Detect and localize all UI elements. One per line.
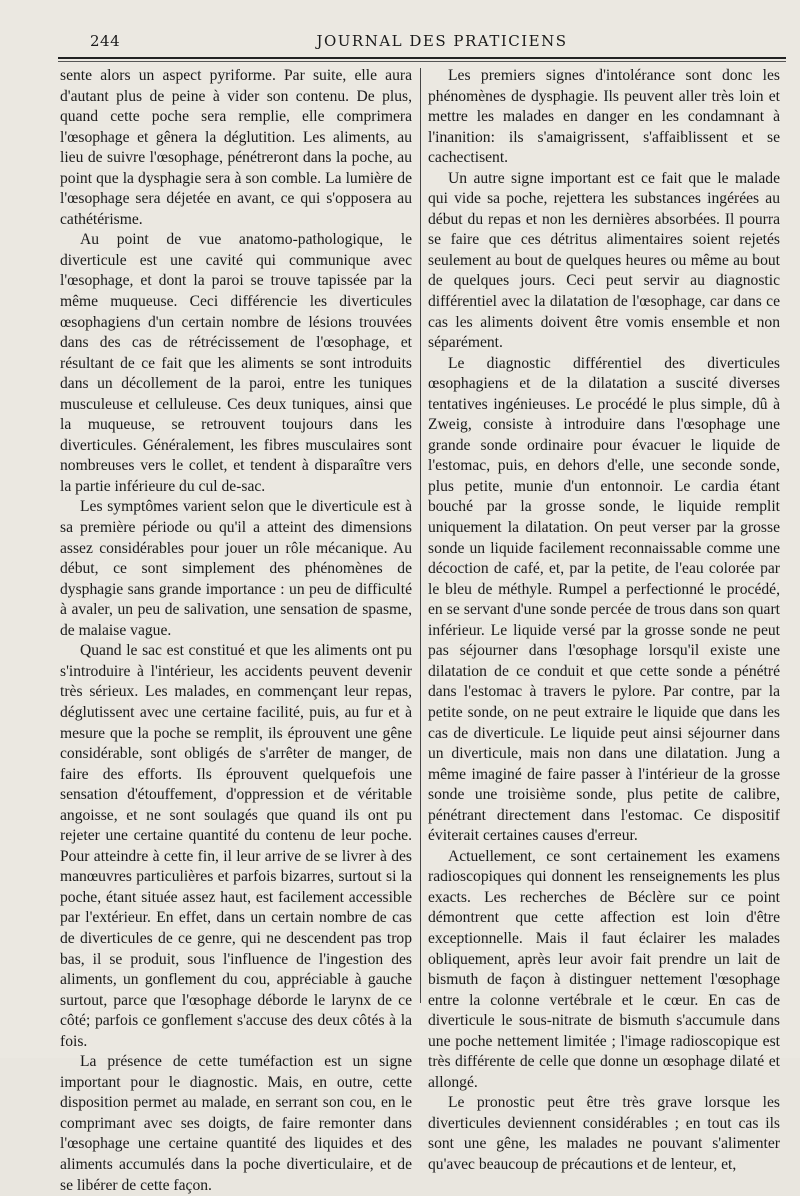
paragraph: sente alors un aspect pyriforme. Par suite, elle aura d'autant plus de peine à vider son contenu. De plus, quand cette poche sera remplie, elle comprimera l'œsophage et gênera la déglutition. Les aliments, au lieu de suivre l'œsophage, pénétreront dans la poche, au point que la dysphagie sera à son comble. La lumière de l'œsophage sera déjetée en avant, ce qui s'opposera au cathétérisme. [60, 67, 412, 228]
paragraph: Les premiers signes d'intolérance sont donc les phénomènes de dysphagie. Ils peuvent aller très loin et mettre les malades en danger en les condamnant à l'inanition: ils s'amaigrissent, s'affaiblissent et se cachectisent. [428, 67, 780, 167]
paragraph: Au point de vue anatomo-pathologique, le diverticule est une cavité qui communique avec l'œsophage, et dont la paroi se trouve tapissée par la même muqueuse. Ceci différencie les diverticules œsophagiens d'un certain nombre de lésions trouvées dans des cas de rétrécissement de l'œsophage, et résultant de ce fait que les aliments se sont introduits dans un décollement de la paroi, entre les tuniques musculeuse et celluleuse. Ces deux tuniques, ainsi que la muqueuse, se retrouvent toujours dans les diverticules. Généralement, les fibres musculaires sont nombreuses vers le collet, et tendent à disparaître vers la partie inférieure du cul de-sac. [60, 231, 412, 495]
header-rule [58, 57, 786, 62]
right-column [428, 66, 780, 1176]
page-number: 244 [90, 32, 121, 50]
paragraph: Les symptômes varient selon que le diverticule est à sa première période ou qu'il a atteint des dimensions assez considérables pour jouer un rôle mécanique. Au début, ce sont simplement des phénomènes de dysphagie sans grande importance : un peu de difficulté à avaler, un peu de salivation, une sensation de spasme, de malaise vague. [60, 498, 412, 639]
paragraph: Actuellement, ce sont certainement les examens radioscopiques qui donnent les renseignements les plus exacts. Les recherches de Béclère sur ce point démontrent que cette affection est loin d'être exceptionnelle. Mais il faut éclairer les malades obliquement, après leur avoir fait prendre un lait de bismuth de façon à distinguer nettement l'œsophage entre la colonne vertébrale et le cœur. En cas de diverticule le sous-nitrate de bismuth s'accumule dans une poche nettement limitée ; l'image radioscopique est très différente de celle que donne un œsophage dilaté et allongé. [428, 847, 780, 1091]
column-divider [420, 68, 421, 1003]
paragraph: Le pronostic peut être très grave lorsque les diverticules deviennent considérables ; en tout cas ils sont une gêne, les malades ne pouvant s'alimenter qu'avec beaucoup de précautions et de lenteur, et, [428, 1094, 780, 1173]
paragraph: Quand le sac est constitué et que les aliments ont pu s'introduire à l'intérieur, les accidents peuvent devenir très sérieux. Les malades, en commençant leur repas, déglutissent avec une certaine facilité, puis, au fur et à mesure que la poche se remplit, ils éprouvent une gêne considérable, sont obligés de s'arrêter de manger, de faire des efforts. Ils éprouvent quelquefois une sensation d'étouffement, d'oppression et de véritable angoisse, et ne sont soulagés que quand ils ont pu rejeter une certaine quantité du contenu de leur poche. Pour atteindre à cette fin, il leur arrive de se livrer à des manœuvres particulières et parfois bizarres, surtout si la poche, étant située assez haut, est facilement accessible par l'extérieur. En effet, dans un certain nombre de cas de diverticules de ce genre, qui ne descendent pas trop bas, il se produit, sous l'influence de l'ingestion des aliments, un gonflement du cou, appréciable à gauche surtout, parce que l'œsophage déborde le larynx de ce côté; parfois ce gonflement s'accuse des deux côtés à la fois. [60, 642, 412, 1050]
paragraph: Le diagnostic différentiel des diverticules œsophagiens et de la dilatation a suscité diverses tentatives ingénieuses. Le procédé le plus simple, dû à Zweig, consiste à introduire dans l'œsophage une grande sonde ordinaire pour évacuer le liquide de l'estomac, puis, en dehors d'elle, une seconde sonde, plus petite, munie d'un entonnoir. Le cardia étant bouché par la grosse sonde, le liquide remplit uniquement la dilatation. On peut verser par la grosse sonde un liquide facilement reconnaissable comme une décoction de café, et, par la petite, de l'eau colorée par le bleu de méthyle. Rumpel a perfectionné le procédé, en se servant d'une sonde percée de trous dans son quart inférieur. Le liquide versé par la grosse sonde ne peut pas séjourner dans l'œsophage lorsqu'il existe une dilatation de ce conduit et que cette sonde a pénétré dans l'estomac à travers le pylore. Par contre, par la petite sonde, on ne peut extraire le liquide que dans les cas de diverticule. Le liquide peut ainsi séjourner dans un diverticule, mais non dans une dilatation. Jung a même imaginé de faire passer à l'intérieur de la grosse sonde une troisième sonde, plus petite de calibre, pénétrant directement dans l'estomac. Ce dispositif éviterait certaines causes d'erreur. [428, 354, 780, 845]
paragraph: Un autre signe important est ce fait que le malade qui vide sa poche, rejettera les substances ingérées au début du repas et non les dernières absorbées. Il pourra se faire que ces détritus alimentaires soient rejetés seulement au bout de quelques heures ou même au bout de quelques jours. Ceci peut servir au diagnostic différentiel avec la dilatation de l'œsophage, car dans ce cas les aliments doivent être vomis ensemble et non séparément. [428, 169, 780, 352]
paragraph: La présence de cette tuméfaction est un signe important pour le diagnostic. Mais, en outre, cette disposition permet au malade, en serrant son cou, en le comprimant avec ses doigts, de faire remonter dans l'œsophage une certaine quantité des liquides et des aliments accumulés dans la poche diverticulaire, et de se libérer de cette façon. [60, 1053, 412, 1194]
left-column [60, 66, 412, 1196]
journal-title: JOURNAL DES PRATICIENS [316, 32, 568, 50]
page-header [58, 26, 786, 52]
